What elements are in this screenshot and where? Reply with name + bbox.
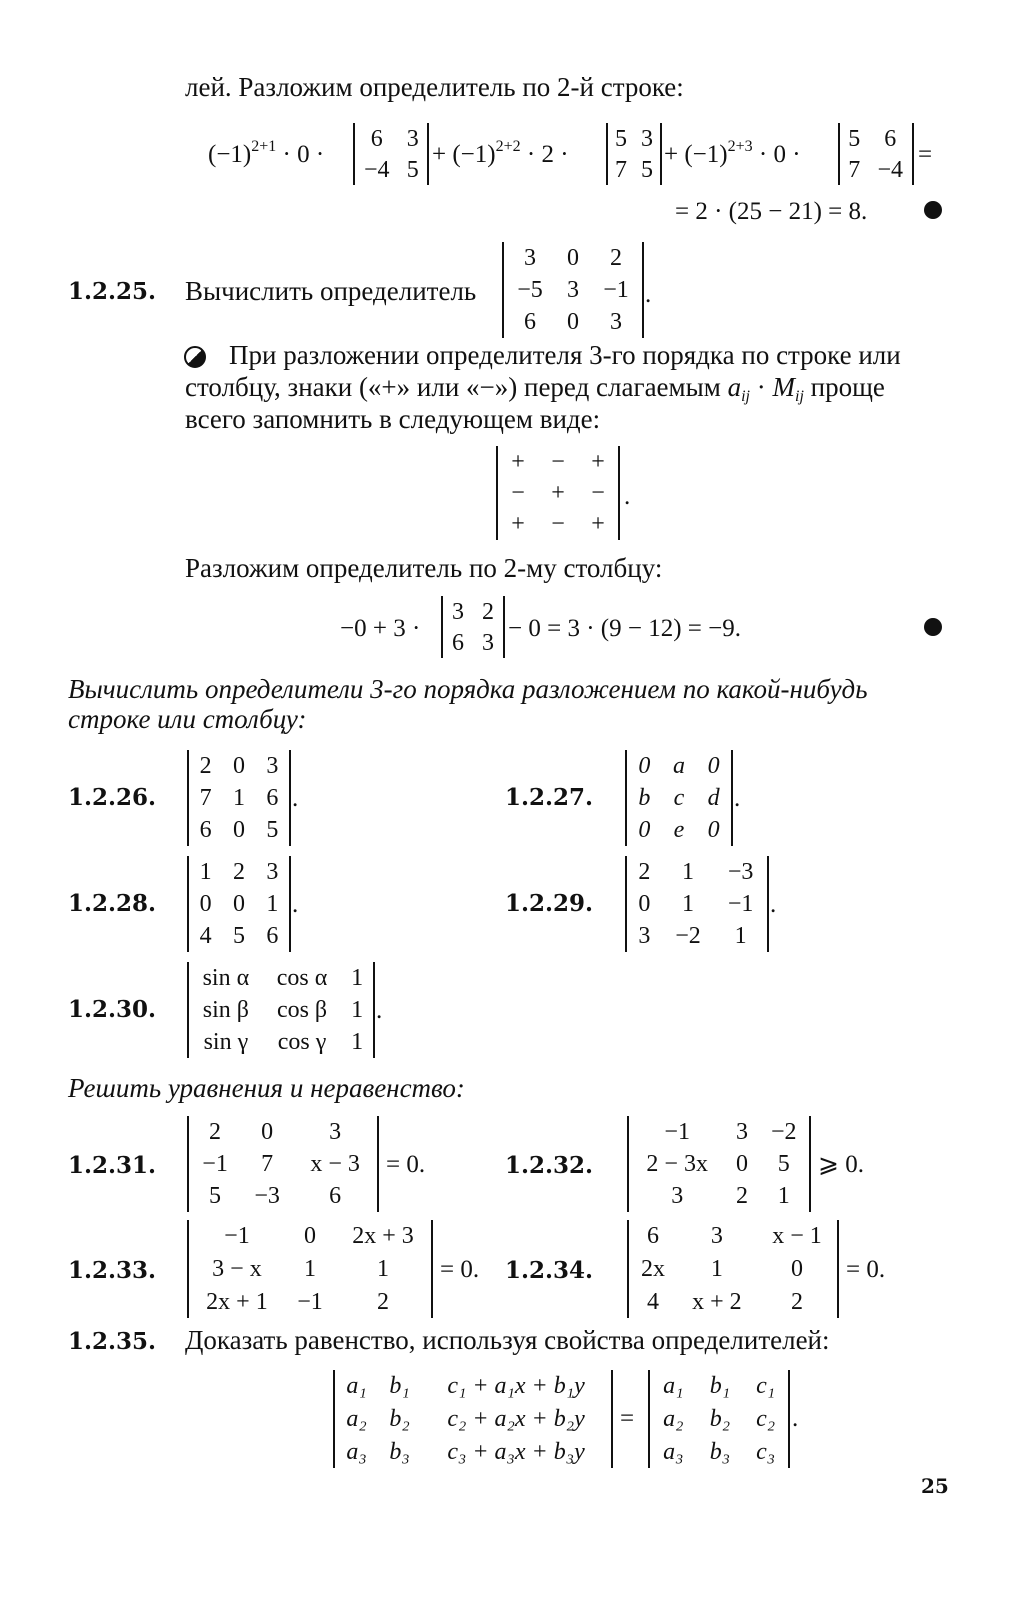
matrix-row	[650, 1370, 788, 1403]
matrix-cell: 3	[482, 629, 494, 656]
section-heading-line-1: Вычислить определители 3-го порядка разложением по какой-нибудь	[68, 674, 868, 704]
matrix-cell: 1	[710, 1255, 723, 1282]
problem-number-1234: 1.2.34.	[505, 1257, 594, 1284]
matrix-cell: 7	[261, 1151, 274, 1177]
matrix-cell: 3	[266, 859, 279, 885]
matrix-cell: −3	[254, 1183, 280, 1209]
matrix-cell: 0	[566, 309, 579, 335]
determinant-1226	[187, 750, 291, 846]
matrix-cell: −1	[224, 1223, 250, 1250]
matrix-cell: 7	[848, 156, 861, 183]
matrix-row	[629, 1116, 809, 1148]
determinant-1233	[187, 1220, 433, 1318]
matrix-cell: 3	[329, 1119, 342, 1145]
matrix-cell: 4	[199, 923, 212, 949]
matrix-row	[189, 962, 373, 994]
equation-rhs: = 0.	[846, 1256, 886, 1283]
matrix-cell: sin β	[202, 997, 249, 1023]
matrix-cell: 3	[266, 753, 279, 779]
matrix-cell: −2	[770, 1119, 797, 1145]
problem-number-1230: 1.2.30.	[68, 996, 157, 1023]
matrix-cell: 6	[452, 629, 464, 656]
matrix-cell: 1	[266, 891, 279, 917]
matrix-cell: 3	[452, 598, 464, 625]
matrix-cell: 5	[615, 125, 627, 152]
matrix-cell: 6	[199, 817, 212, 843]
solution-line-1: При разложении определителя 3-го порядка по строке или	[229, 340, 901, 370]
period: .	[292, 785, 299, 812]
matrix-row	[498, 477, 618, 508]
matrix-cell: −4	[363, 156, 390, 183]
minor-determinant-3	[838, 123, 914, 185]
matrix-row	[629, 1180, 809, 1212]
equals-sign: =	[918, 141, 933, 168]
solution-start-icon	[184, 346, 206, 368]
matrix-cell: a₁	[663, 1373, 684, 1400]
matrix-row	[189, 814, 289, 846]
sign-rule-matrix	[496, 446, 620, 540]
matrix-cell: cos γ	[277, 1029, 327, 1055]
matrix-cell: +	[591, 511, 605, 538]
matrix-cell: b₂	[709, 1405, 731, 1432]
matrix-cell: x − 3	[310, 1151, 360, 1177]
matrix-cell: 3	[566, 277, 579, 303]
matrix-cell: 0	[199, 891, 212, 917]
matrix-cell: 3	[641, 125, 653, 152]
intro-line: лей. Разложим определитель по 2-й строке:	[185, 72, 684, 102]
matrix-cell: 2	[610, 245, 623, 271]
matrix-cell: −1	[202, 1151, 228, 1177]
matrix-cell: 3	[610, 309, 623, 335]
matrix-cell: 6	[646, 1223, 659, 1250]
matrix-cell: cos β	[276, 997, 328, 1023]
period: .	[376, 997, 383, 1024]
matrix-cell: 6	[370, 125, 383, 152]
problem-number-1226: 1.2.26.	[68, 784, 157, 811]
matrix-cell: b₁	[709, 1373, 731, 1400]
period: .	[770, 891, 777, 918]
matrix-row	[443, 596, 503, 627]
matrix-row	[608, 123, 660, 154]
matrix-row	[629, 1285, 837, 1318]
matrix-cell: 5	[641, 156, 653, 183]
problem-number-1232: 1.2.32.	[505, 1152, 594, 1179]
matrix-cell: −2	[675, 923, 701, 949]
matrix-row	[840, 123, 912, 154]
determinant-1231	[187, 1116, 379, 1212]
expansion-term-3: + $(-1)^{2+3} \cdot 0$ ·	[664, 138, 801, 168]
matrix-cell: 0	[232, 891, 245, 917]
matrix-cell: 0	[261, 1119, 274, 1145]
matrix-cell: 2x + 1	[206, 1288, 268, 1315]
matrix-row	[355, 123, 427, 154]
matrix-cell: d	[707, 785, 720, 811]
matrix-row	[189, 1116, 377, 1148]
matrix-cell: −1	[297, 1288, 323, 1315]
matrix-cell: sin α	[202, 965, 250, 991]
period: .	[645, 281, 652, 308]
matrix-cell: 1	[681, 859, 694, 885]
column-expansion-prefix: −0 + 3 ·	[340, 615, 421, 642]
matrix-cell: 0	[638, 817, 651, 843]
matrix-cell: b₁	[389, 1373, 410, 1400]
matrix-row	[189, 1180, 377, 1212]
determinant-right-1235	[648, 1370, 790, 1468]
determinant-1230	[187, 962, 375, 1058]
matrix-cell: 1	[377, 1255, 390, 1282]
matrix-cell: cos α	[276, 965, 328, 991]
matrix-cell: b₃	[389, 1438, 410, 1465]
matrix-cell: −1	[727, 891, 754, 917]
matrix-cell: 2x	[640, 1255, 665, 1282]
matrix-cell: 6	[884, 125, 897, 152]
matrix-cell: 0	[232, 817, 245, 843]
problem-number-1235: 1.2.35.	[68, 1328, 157, 1355]
matrix-cell: 2	[638, 859, 651, 885]
matrix-cell: c₂	[756, 1405, 776, 1432]
matrix-row	[443, 627, 503, 658]
matrix-cell: −1	[664, 1119, 690, 1145]
matrix-cell: a₃	[663, 1438, 684, 1465]
period: .	[792, 1405, 799, 1432]
matrix-cell: 1	[351, 965, 364, 991]
matrix-cell: 2	[790, 1288, 803, 1315]
matrix-cell: −4	[877, 156, 904, 183]
matrix-cell: 3	[710, 1223, 723, 1250]
matrix-cell: a	[672, 753, 685, 779]
page-number: 25	[921, 1474, 949, 1498]
problem-number-1228: 1.2.28.	[68, 890, 157, 917]
matrix-cell: 2	[199, 753, 212, 779]
matrix-cell: −1	[603, 277, 629, 303]
determinant-1232	[627, 1116, 811, 1212]
matrix-cell: 1	[351, 1029, 364, 1055]
matrix-cell: a₁	[346, 1373, 367, 1400]
matrix-cell: 6	[266, 923, 279, 949]
matrix-cell: 2x + 3	[352, 1223, 414, 1250]
expansion-result: = 2 · (25 − 21) = 8.	[675, 198, 868, 225]
matrix-cell: 0	[232, 753, 245, 779]
section-heading-line-2: строке или столбцу:	[68, 704, 307, 734]
determinant-1234	[627, 1220, 839, 1318]
matrix-row	[627, 856, 767, 888]
matrix-row	[335, 1403, 611, 1436]
matrix-cell: c₃	[756, 1438, 776, 1465]
matrix-cell: 5	[232, 923, 245, 949]
matrix-row	[189, 1253, 431, 1286]
matrix-cell: x − 1	[772, 1223, 822, 1250]
matrix-cell: 5	[848, 125, 861, 152]
matrix-row	[335, 1435, 611, 1468]
matrix-cell: c₁ + a₁x + b₁y	[447, 1373, 585, 1400]
determinant-1229	[625, 856, 769, 952]
matrix-row	[629, 1220, 837, 1253]
matrix-cell: +	[591, 448, 605, 475]
matrix-row	[627, 888, 767, 920]
expansion-term-1: $(-1)^{2+1} \cdot 0$ ·	[208, 138, 325, 168]
matrix-cell: 4	[646, 1288, 659, 1315]
matrix-row	[629, 1148, 809, 1180]
matrix-cell: 6	[523, 309, 536, 335]
matrix-row	[189, 1220, 431, 1253]
problem-number-1229: 1.2.29.	[505, 890, 594, 917]
problem-number-1233: 1.2.33.	[68, 1257, 157, 1284]
matrix-row	[504, 306, 642, 338]
matrix-cell: c	[673, 785, 685, 811]
matrix-row	[627, 814, 731, 846]
matrix-cell: a₂	[346, 1405, 367, 1432]
matrix-cell: 2	[735, 1183, 748, 1209]
expansion-term-2: + $(-1)^{2+2} \cdot 2$ ·	[432, 138, 569, 168]
matrix-cell: 3	[638, 923, 651, 949]
matrix-row	[355, 154, 427, 185]
matrix-row	[189, 782, 289, 814]
matrix-cell: 2 − 3x	[646, 1151, 708, 1177]
matrix-cell: 1	[351, 997, 364, 1023]
equation-rhs: = 0.	[386, 1151, 426, 1178]
matrix-cell: 2	[377, 1288, 390, 1315]
problem-number-1225: 1.2.25.	[68, 278, 157, 305]
matrix-cell: c₃ + a₃x + b₃y	[447, 1438, 585, 1465]
matrix-cell: 2	[209, 1119, 222, 1145]
column-expansion-result: − 0 = 3 · (9 − 12) = −9.	[508, 615, 741, 642]
matrix-cell: 3	[523, 245, 536, 271]
problem-text-1225: Вычислить определитель	[185, 276, 477, 306]
determinant-1225	[502, 242, 644, 338]
minor-determinant-2	[606, 123, 662, 185]
determinant-1228	[187, 856, 291, 952]
matrix-cell: 1	[681, 891, 694, 917]
matrix-row	[650, 1403, 788, 1436]
end-of-solution-bullet	[924, 201, 942, 219]
matrix-cell: 0	[566, 245, 579, 271]
matrix-cell: b	[638, 785, 651, 811]
period: .	[292, 891, 299, 918]
matrix-cell: 0	[638, 753, 651, 779]
solution-line-2: столбцу, знаки («+» или «−») перед слагаемым aij · Mij проще	[185, 372, 885, 405]
matrix-cell: 0	[707, 753, 720, 779]
matrix-cell: x + 2	[692, 1288, 742, 1315]
minor-determinant	[441, 596, 505, 658]
matrix-row	[608, 154, 660, 185]
matrix-row	[629, 1253, 837, 1286]
matrix-cell: 2	[482, 598, 494, 625]
matrix-cell: 0	[735, 1151, 748, 1177]
matrix-row	[189, 888, 289, 920]
matrix-cell: 1	[232, 785, 245, 811]
matrix-cell: 7	[615, 156, 627, 183]
matrix-row	[335, 1370, 611, 1403]
matrix-row	[498, 509, 618, 540]
equation-rhs: = 0.	[440, 1256, 480, 1283]
matrix-cell: −3	[727, 859, 754, 885]
matrix-cell: 5	[266, 817, 279, 843]
matrix-row	[189, 1285, 431, 1318]
matrix-row	[504, 274, 642, 306]
matrix-row	[627, 920, 767, 952]
matrix-cell: 5	[777, 1151, 790, 1177]
matrix-row	[498, 446, 618, 477]
matrix-cell: 2	[232, 859, 245, 885]
matrix-cell: 3	[406, 125, 419, 152]
matrix-cell: 1	[199, 859, 212, 885]
matrix-cell: 3 − x	[212, 1255, 262, 1282]
minor-determinant-1	[353, 123, 429, 185]
matrix-cell: 0	[707, 817, 720, 843]
matrix-cell: a₂	[663, 1405, 684, 1432]
matrix-row	[189, 1026, 373, 1058]
matrix-cell: b₃	[709, 1438, 731, 1465]
matrix-row	[189, 1148, 377, 1180]
period: .	[624, 483, 631, 510]
matrix-cell: 3	[735, 1119, 748, 1145]
matrix-cell: −	[551, 511, 565, 538]
equals-sign: =	[620, 1405, 635, 1432]
matrix-cell: b₂	[389, 1405, 410, 1432]
determinant-left-1235	[333, 1370, 613, 1468]
matrix-cell: +	[511, 511, 525, 538]
matrix-cell: −	[551, 448, 565, 475]
matrix-cell: 1	[303, 1255, 316, 1282]
matrix-cell: 6	[266, 785, 279, 811]
matrix-cell: 5	[209, 1183, 222, 1209]
matrix-row	[627, 782, 731, 814]
problem-number-1231: 1.2.31.	[68, 1152, 157, 1179]
matrix-cell: 0	[303, 1223, 316, 1250]
matrix-row	[189, 994, 373, 1026]
section-heading-equations: Решить уравнения и неравенство:	[68, 1073, 465, 1103]
matrix-cell: −	[511, 479, 525, 506]
matrix-cell: a₃	[346, 1438, 367, 1465]
matrix-row	[650, 1435, 788, 1468]
matrix-row	[189, 750, 289, 782]
matrix-cell: +	[511, 448, 525, 475]
matrix-row	[189, 856, 289, 888]
solution-line-4: Разложим определитель по 2-му столбцу:	[185, 553, 663, 583]
matrix-cell: 0	[638, 891, 651, 917]
inequality-rhs: ⩾ 0.	[818, 1151, 864, 1178]
matrix-cell: 7	[199, 785, 212, 811]
matrix-row	[504, 242, 642, 274]
matrix-cell: 3	[671, 1183, 684, 1209]
determinant-1227	[625, 750, 733, 846]
matrix-cell: 0	[790, 1255, 803, 1282]
matrix-cell: −	[591, 479, 605, 506]
matrix-cell: 1	[734, 923, 747, 949]
matrix-row	[189, 920, 289, 952]
matrix-row	[627, 750, 731, 782]
problem-text-1235: Доказать равенство, используя свойства определителей:	[185, 1325, 830, 1355]
matrix-cell: c₂ + a₂x + b₂y	[447, 1405, 585, 1432]
matrix-cell: sin γ	[203, 1029, 249, 1055]
matrix-cell: 5	[406, 156, 419, 183]
matrix-cell: c₁	[756, 1373, 776, 1400]
matrix-cell: 1	[777, 1183, 790, 1209]
end-of-solution-bullet	[924, 618, 942, 636]
matrix-cell: +	[551, 479, 565, 506]
matrix-row	[840, 154, 912, 185]
matrix-cell: 6	[329, 1183, 342, 1209]
solution-line-3: всего запомнить в следующем виде:	[185, 404, 601, 434]
matrix-cell: −5	[517, 277, 543, 303]
problem-number-1227: 1.2.27.	[505, 784, 594, 811]
matrix-cell: e	[673, 817, 685, 843]
period: .	[734, 785, 741, 812]
